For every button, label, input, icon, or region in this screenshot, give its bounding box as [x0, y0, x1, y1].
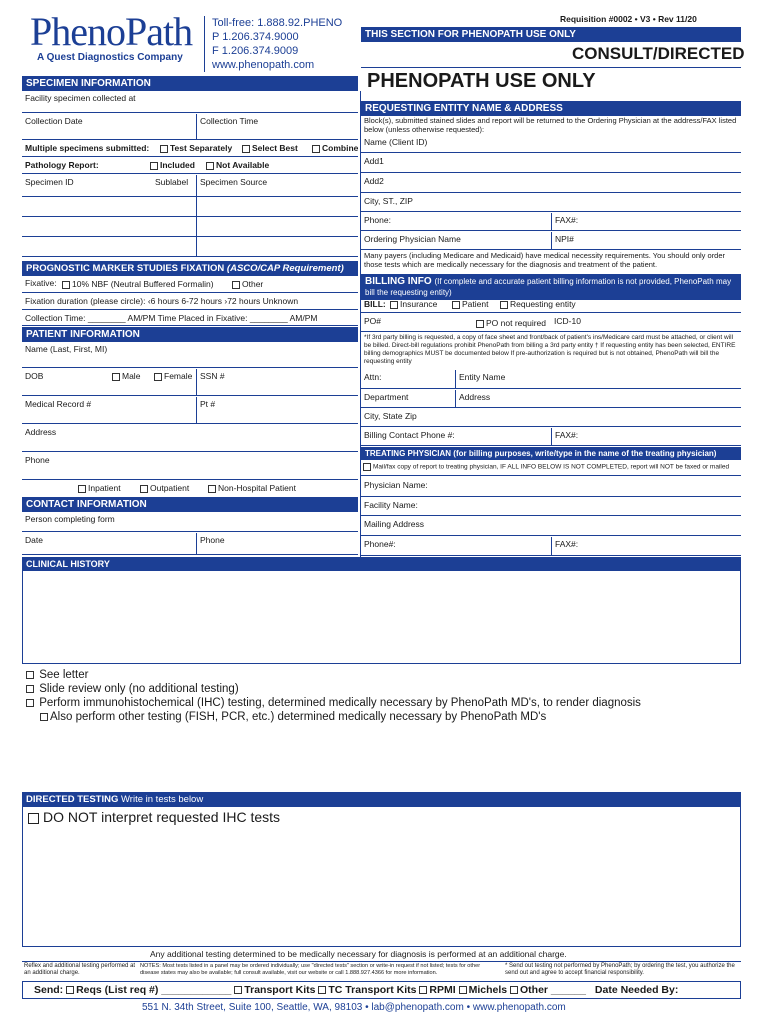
ssn-field[interactable]: SSN # — [196, 369, 358, 396]
treating-fax-field[interactable]: FAX#: — [551, 537, 741, 556]
prognostic-bar: PROGNOSTIC MARKER STUDIES FIXATION (ASCO/CAP Requirement) — [22, 261, 358, 276]
notes-text: NOTES: Most tests listed in a panel may be ordered individually; use "directed tests" section or write-in request if not listed; tests for other disease states may also be available; full consult available, visit our website or call 1.888.927.4366 for more information. — [140, 963, 481, 976]
requesting-entity-checkbox[interactable]: Requesting entity — [500, 299, 576, 309]
ordering-physician-field[interactable]: Ordering Physician Name — [361, 232, 551, 250]
payers-note: Many payers (including Medicare and Medicaid) have medical necessity requirements. You should only order those tests which are medically necessary for the diagnosis and treatment of the patient. — [364, 251, 726, 269]
sublabel-field[interactable]: Sublabel — [152, 175, 196, 257]
fixative-other-checkbox[interactable]: Other — [232, 279, 263, 289]
consult-options — [26, 668, 641, 724]
facility-field[interactable] — [22, 91, 358, 113]
insurance-checkbox[interactable]: Insurance — [390, 299, 437, 309]
treating-bar: TREATING PHYSICIAN (for billing purposes, write/type in the name of the treating physician) — [361, 447, 741, 460]
included-checkbox[interactable]: Included — [150, 160, 195, 170]
michels-checkbox[interactable]: Michels — [459, 984, 508, 996]
consult-directed-title: CONSULT/DIRECTED — [572, 44, 745, 63]
logo: PhenoPath — [30, 9, 193, 54]
directed-testing-field[interactable] — [22, 807, 741, 947]
option-other-testing[interactable]: Also perform other testing (FISH, PCR, etc.) determined medically necessary by PhenoPath MD's — [26, 710, 641, 724]
send-line: Send: Reqs (List req #) ____________ Transport Kits TC Transport Kits RPMI Michels Other ______ Date Needed By: — [34, 984, 679, 996]
other-checkbox[interactable]: Other ______ — [510, 984, 586, 996]
tollfree: Toll-free: 1.888.92.PHENO — [212, 17, 343, 29]
contact-date-field[interactable]: Date — [22, 533, 196, 555]
add1-field[interactable]: Add1 — [361, 154, 741, 173]
third-party-note: *If 3rd party billing is requested, a copy of face sheet and front/back of patient's ins/Medicare card must be attached, or client will be billed. Direct-bill regulations prohibit PhenoPath from billing a 3rd party entity † If requesting entity has been selected, ENTIRE billing demographics MUST be documented below If pre-authorization is required but is not obtained, PhenoPath will bill the requesting entity — [364, 334, 736, 365]
multiple-label: Multiple specimens submitted: — [25, 143, 150, 153]
clinical-history-field[interactable] — [22, 570, 741, 664]
website[interactable]: www.phenopath.com — [212, 59, 315, 71]
option-see-letter[interactable]: See letter — [26, 668, 641, 682]
male-checkbox[interactable]: Male — [112, 371, 140, 381]
phone-number: P 1.206.374.9000 — [212, 31, 299, 43]
transport-kits-checkbox[interactable]: Transport Kits — [234, 984, 315, 996]
facility-name-field[interactable]: Facility Name: — [361, 498, 741, 516]
pt-field[interactable]: Pt # — [196, 397, 358, 424]
clinical-history-bar: CLINICAL HISTORY — [22, 557, 741, 571]
phone-field[interactable]: Phone — [22, 453, 358, 480]
collection-time-label: Collection Time — [200, 116, 259, 126]
collection-time-field[interactable] — [196, 114, 358, 140]
option-slide-review[interactable]: Slide review only (no additional testing) — [26, 682, 641, 696]
phenopath-use-bar: THIS SECTION FOR PHENOPATH USE ONLY — [361, 27, 741, 42]
address-field[interactable]: Address — [22, 425, 358, 452]
no-interpret-checkbox[interactable]: DO NOT interpret requested IHC tests — [28, 809, 280, 825]
sendout-note: * Send out testing not performed by PhenoPath; by ordering the test, you authorize the send out and agree to accept financial responsibility. — [505, 963, 735, 976]
footer-address: 551 N. 34th Street, Suite 100, Seattle, WA, 98103 • lab@phenopath.com • www.phenopath.com — [142, 1002, 566, 1013]
additional-charge-note: Any additional testing determined to be medically necessary for diagnosis is performed at an additional charge. — [150, 949, 567, 959]
attn-field[interactable]: Attn: — [361, 370, 455, 389]
collection-date-label: Collection Date — [25, 116, 83, 126]
logo-tagline: A Quest Diagnostics Company — [37, 52, 183, 63]
collection-date-field[interactable] — [22, 114, 196, 140]
department-field[interactable]: Department — [361, 390, 455, 408]
nbf-checkbox[interactable]: 10% NBF (Neutral Buffered Formalin) — [62, 279, 214, 289]
requesting-bar: REQUESTING ENTITY NAME & ADDRESS — [361, 101, 741, 116]
billing-fax-field[interactable]: FAX#: — [551, 428, 741, 446]
outpatient-checkbox[interactable]: Outpatient — [140, 483, 189, 493]
pathology-label: Pathology Report: — [25, 160, 99, 170]
specimen-id-field[interactable]: Specimen ID — [22, 175, 152, 257]
contact-phone-field[interactable]: Phone — [196, 533, 358, 555]
directed-testing-bar: DIRECTED TESTING Write in tests below — [22, 792, 741, 807]
patient-name-field[interactable]: Name (Last, First, MI) — [22, 342, 358, 368]
fixative-row: Fixative: — [22, 276, 358, 293]
billing-address-field[interactable]: Address — [455, 390, 741, 408]
patient-billing-checkbox[interactable]: Patient — [452, 299, 488, 309]
specimen-bar: SPECIMEN INFORMATION — [22, 76, 358, 91]
mail-report-checkbox[interactable]: Mail/fax copy of report to treating physician, IF ALL INFO BELOW IS NOT COMPLETED, report will NOT be faxed or mailed — [363, 463, 741, 471]
person-completing-field[interactable]: Person completing form — [22, 512, 358, 532]
billing-bar: BILLING INFO (If complete and accurate patient billing information is not provided, PhenoPath may bill the requesting entity) — [361, 274, 741, 300]
reflex-note: Reflex and additional testing performed at an additional charge. — [24, 963, 136, 976]
icd-field[interactable]: ICD-10 — [551, 314, 741, 332]
use-only-title: PHENOPATH USE ONLY — [367, 70, 596, 92]
bill-row: BILL: — [361, 297, 741, 313]
specimen-source-field[interactable]: Specimen Source — [196, 175, 358, 257]
mrn-field[interactable]: Medical Record # — [22, 397, 196, 424]
patient-bar: PATIENT INFORMATION — [22, 327, 358, 342]
requesting-note: Block(s), submitted stained slides and report will be returned to the Ordering Physician at the address/FAX listed below (unless otherwise requested): — [364, 116, 737, 134]
treating-phone-field[interactable]: Phone#: — [361, 537, 551, 556]
city-field[interactable]: City, ST., ZIP — [361, 194, 741, 212]
physician-name-field[interactable]: Physician Name: — [361, 478, 741, 497]
add2-field[interactable]: Add2 — [361, 174, 741, 193]
requesting-phone-field[interactable]: Phone: — [361, 213, 551, 231]
reqs-checkbox[interactable]: Reqs (List req #) ____________ — [66, 984, 231, 996]
date-needed-label: Date Needed By: — [594, 984, 679, 996]
inpatient-checkbox[interactable]: Inpatient — [78, 483, 121, 493]
select-best-checkbox[interactable]: Select Best — [242, 143, 298, 153]
billing-contact-phone-field[interactable]: Billing Contact Phone #: — [361, 428, 551, 446]
contact-block — [212, 16, 342, 72]
entity-name-field[interactable]: Entity Name — [455, 370, 741, 389]
fixation-times[interactable]: Collection Time: ________ AM/PM Time Placed in Fixative: ________ AM/PM — [22, 311, 358, 326]
fax-number: F 1.206.374.9009 — [212, 45, 299, 57]
option-ihc[interactable]: Perform immunohistochemical (IHC) testing, determined medically necessary by PhenoPath MD's, to render diagnosis — [26, 696, 641, 710]
po-not-required-checkbox[interactable]: PO not required — [476, 318, 546, 328]
test-separately-checkbox[interactable]: Test Separately — [160, 143, 232, 153]
nonhospital-checkbox[interactable]: Non-Hospital Patient — [208, 483, 296, 493]
rpmi-checkbox[interactable]: RPMI — [419, 984, 455, 996]
tc-transport-checkbox[interactable]: TC Transport Kits — [318, 984, 416, 996]
requisition-number: Requisition #0002 • V3 • Rev 11/20 — [560, 14, 697, 24]
female-checkbox[interactable]: Female — [154, 371, 192, 381]
client-name-field[interactable]: Name (Client ID) — [361, 135, 741, 153]
mailing-address-field[interactable]: Mailing Address — [361, 517, 741, 536]
facility-label: Facility specimen collected at — [25, 93, 136, 103]
po-field[interactable]: PO# — [361, 314, 551, 332]
npi-field[interactable]: NPI# — [551, 232, 741, 250]
combine-checkbox[interactable]: Combine — [312, 143, 358, 153]
not-available-checkbox[interactable]: Not Available — [206, 160, 269, 170]
dob-field[interactable]: DOB — [22, 369, 196, 396]
fixation-duration[interactable]: Fixation duration (please circle): ‹6 hours 6-72 hours ›72 hours Unknown — [22, 294, 358, 310]
requesting-fax-field[interactable]: FAX#: — [551, 213, 741, 231]
billing-city-field[interactable]: City, State Zip — [361, 409, 741, 427]
contact-bar: CONTACT INFORMATION — [22, 497, 358, 512]
